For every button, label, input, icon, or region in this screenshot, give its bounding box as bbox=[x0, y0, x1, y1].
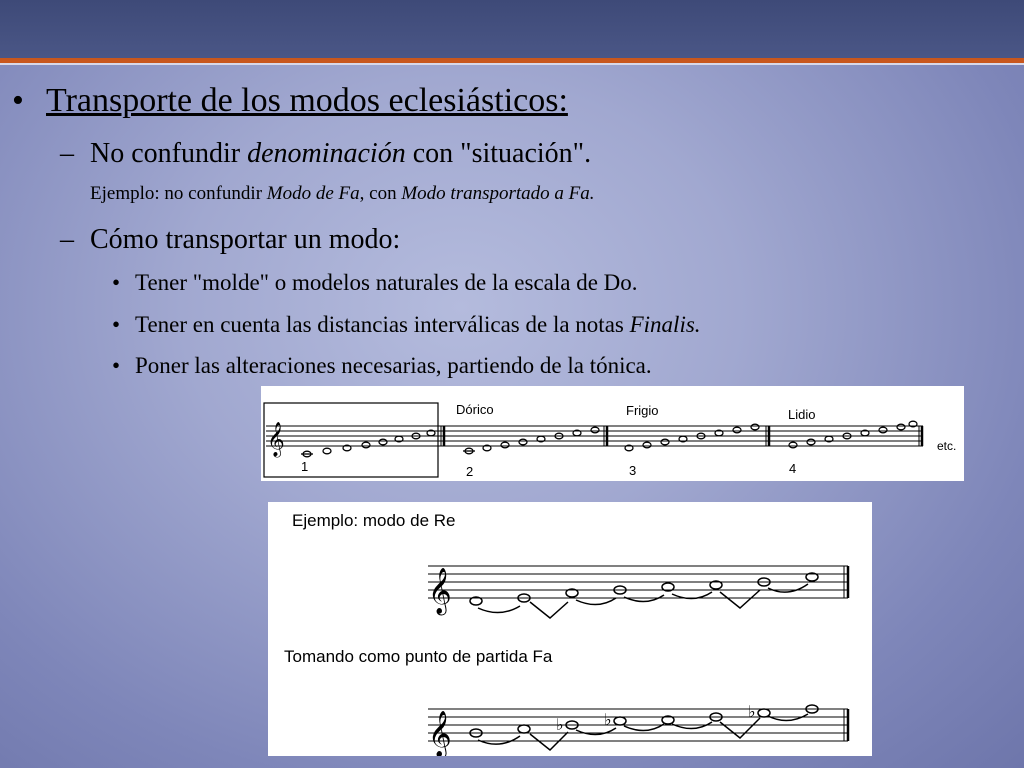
mode-number: 4 bbox=[789, 461, 797, 476]
example-caption-2: Tomando como punto de partida Fa bbox=[284, 647, 553, 666]
item-2-text: Tener en cuenta las distancias interválicas de la notas bbox=[135, 312, 630, 337]
mode-number: 1 bbox=[301, 459, 309, 474]
flat-icon: ♭ bbox=[748, 704, 756, 721]
accent-line-light bbox=[0, 63, 1024, 65]
example-line bbox=[90, 183, 595, 205]
example-emphasis-1: Modo de Fa bbox=[266, 183, 360, 204]
item-1-text: Tener "molde" o modelos naturales de la escala de Do. bbox=[135, 270, 638, 295]
example-caption-1: Ejemplo: modo de Re bbox=[292, 511, 456, 530]
example-emphasis-2: Modo transportado a Fa. bbox=[401, 183, 595, 204]
example-text: Ejemplo: no confundir bbox=[90, 183, 267, 204]
mode-name-frigio: Frigio bbox=[626, 403, 659, 418]
main-bullet-text: Transporte de los modos eclesiásticos: bbox=[46, 82, 568, 119]
dash-marker: – bbox=[60, 224, 74, 255]
sub1-text-end: con "situación". bbox=[405, 138, 592, 169]
item-1 bbox=[135, 270, 638, 296]
example-text-mid: , con bbox=[359, 183, 402, 204]
mode-name-lidio: Lidio bbox=[788, 407, 816, 422]
dash-marker: – bbox=[60, 138, 74, 169]
transposition-example-figure bbox=[268, 502, 872, 756]
item-3 bbox=[135, 353, 652, 379]
modes-staff-svg bbox=[261, 386, 964, 481]
sub-bullet-2: Cómo transportar un modo: bbox=[90, 224, 401, 255]
item-bullet-marker: • bbox=[112, 353, 121, 378]
item-2 bbox=[135, 312, 701, 338]
modes-scale-figure bbox=[261, 386, 964, 481]
item-bullet-marker: • bbox=[112, 270, 121, 295]
transposition-svg bbox=[268, 502, 872, 756]
mode-number: 2 bbox=[466, 464, 474, 479]
flat-icon: ♭ bbox=[556, 717, 564, 734]
treble-clef-icon: 𝄞 bbox=[428, 712, 452, 756]
treble-clef-icon: 𝄞 bbox=[267, 423, 285, 456]
main-bullet-marker: • bbox=[12, 82, 24, 119]
treble-clef-icon: 𝄞 bbox=[428, 569, 452, 613]
sub1-text: No confundir bbox=[90, 138, 248, 169]
mode-name-dorico: Dórico bbox=[456, 402, 494, 417]
flat-icon: ♭ bbox=[604, 712, 612, 729]
etc-label: etc. bbox=[937, 439, 957, 453]
sub1-emphasis: denominación bbox=[247, 138, 406, 169]
title-bar bbox=[0, 0, 1024, 58]
sub-bullet-1 bbox=[90, 138, 591, 170]
item-2-emphasis: Finalis. bbox=[629, 312, 701, 337]
mode-number: 3 bbox=[629, 463, 637, 478]
item-3-text: Poner las alteraciones necesarias, partiendo de la tónica. bbox=[135, 353, 652, 378]
item-bullet-marker: • bbox=[112, 312, 121, 337]
